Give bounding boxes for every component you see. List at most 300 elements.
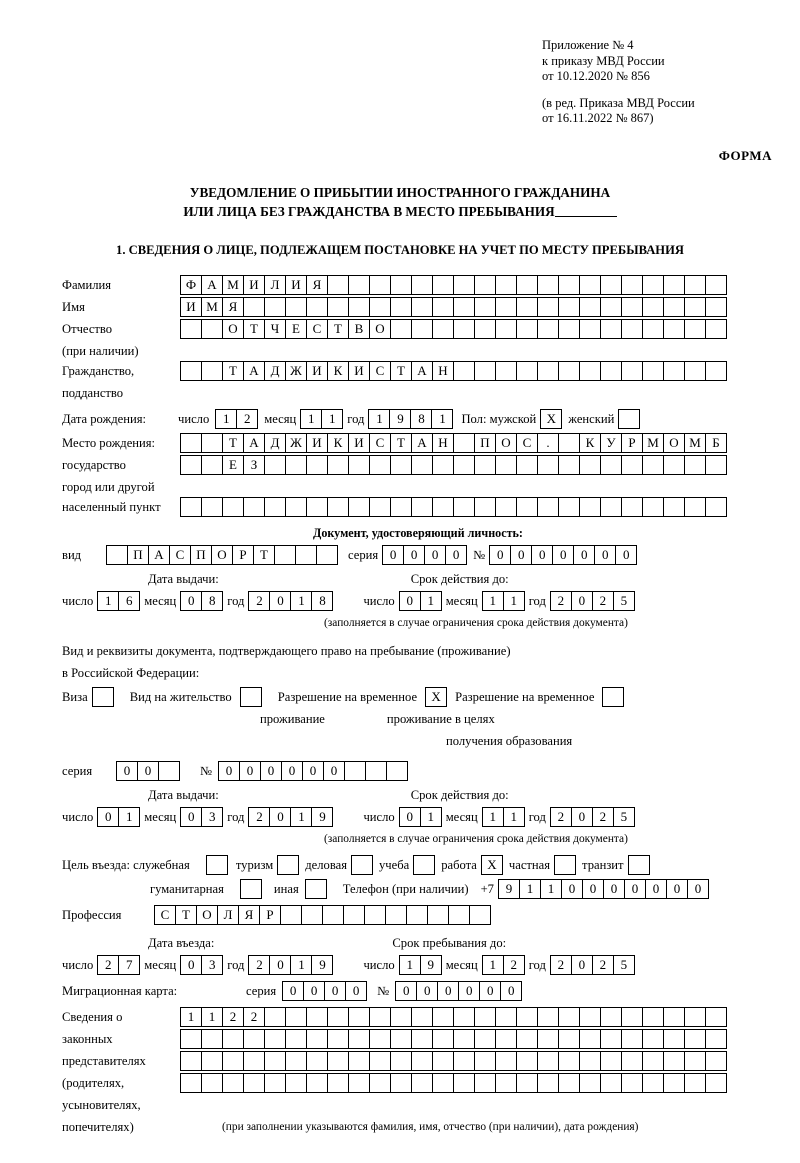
- form-cell[interactable]: [642, 361, 664, 381]
- form-cell[interactable]: [516, 1029, 538, 1049]
- form-cell[interactable]: [663, 319, 685, 339]
- form-cell[interactable]: 0: [302, 761, 324, 781]
- form-cell[interactable]: 1: [290, 807, 312, 827]
- form-cell[interactable]: 0: [552, 545, 574, 565]
- form-cell[interactable]: 0: [403, 545, 425, 565]
- legal-rep-row1-cells[interactable]: [180, 1007, 727, 1027]
- form-cell[interactable]: 0: [687, 879, 709, 899]
- form-cell[interactable]: [537, 361, 559, 381]
- form-cell[interactable]: [285, 1073, 307, 1093]
- doc-issue-month-cells[interactable]: [180, 591, 223, 611]
- form-cell[interactable]: [285, 1007, 307, 1027]
- permit-issue-month-cells[interactable]: [180, 807, 223, 827]
- form-cell[interactable]: [537, 1007, 559, 1027]
- form-cell[interactable]: М: [222, 275, 244, 295]
- form-cell[interactable]: 2: [592, 807, 614, 827]
- form-cell[interactable]: П: [474, 433, 496, 453]
- form-cell[interactable]: 0: [624, 879, 646, 899]
- form-cell[interactable]: Ч: [264, 319, 286, 339]
- form-cell[interactable]: 2: [550, 955, 572, 975]
- form-cell[interactable]: [621, 1051, 643, 1071]
- purpose-humanitarian-checkbox[interactable]: [240, 879, 262, 899]
- form-cell[interactable]: 9: [389, 409, 411, 429]
- form-cell[interactable]: [705, 1051, 727, 1071]
- form-cell[interactable]: [684, 497, 706, 517]
- form-cell[interactable]: [344, 761, 366, 781]
- form-cell[interactable]: С: [369, 433, 391, 453]
- form-cell[interactable]: [579, 275, 601, 295]
- form-cell[interactable]: [264, 1029, 286, 1049]
- form-cell[interactable]: [285, 1029, 307, 1049]
- form-cell[interactable]: 0: [382, 545, 404, 565]
- form-cell[interactable]: 2: [236, 409, 258, 429]
- citizenship-cells[interactable]: [180, 361, 727, 381]
- form-cell[interactable]: [474, 497, 496, 517]
- form-cell[interactable]: [600, 455, 622, 475]
- form-cell[interactable]: [432, 1007, 454, 1027]
- form-cell[interactable]: 0: [458, 981, 480, 1001]
- surname-cells[interactable]: [180, 275, 727, 295]
- form-cell[interactable]: [558, 1029, 580, 1049]
- patronymic-cells[interactable]: [180, 319, 727, 339]
- form-cell[interactable]: А: [201, 275, 223, 295]
- form-cell[interactable]: [306, 297, 328, 317]
- form-cell[interactable]: [453, 1073, 475, 1093]
- form-cell[interactable]: [180, 319, 202, 339]
- form-cell[interactable]: 0: [571, 955, 593, 975]
- form-cell[interactable]: 1: [503, 807, 525, 827]
- form-cell[interactable]: 0: [582, 879, 604, 899]
- form-cell[interactable]: [432, 455, 454, 475]
- form-cell[interactable]: [663, 297, 685, 317]
- entry-year-cells[interactable]: [248, 955, 333, 975]
- form-cell[interactable]: [411, 1029, 433, 1049]
- form-cell[interactable]: 1: [290, 955, 312, 975]
- form-cell[interactable]: [537, 1051, 559, 1071]
- form-cell[interactable]: [474, 1007, 496, 1027]
- form-cell[interactable]: [600, 319, 622, 339]
- permit-issue-year-cells[interactable]: [248, 807, 333, 827]
- form-cell[interactable]: [516, 497, 538, 517]
- form-cell[interactable]: [180, 455, 202, 475]
- permit-valid-day-cells[interactable]: [399, 807, 442, 827]
- form-cell[interactable]: [495, 297, 517, 317]
- form-cell[interactable]: [306, 1073, 328, 1093]
- form-cell[interactable]: Н: [432, 433, 454, 453]
- form-cell[interactable]: [621, 1073, 643, 1093]
- form-cell[interactable]: [642, 297, 664, 317]
- form-cell[interactable]: Д: [264, 433, 286, 453]
- form-cell[interactable]: [285, 1051, 307, 1071]
- form-cell[interactable]: [432, 1029, 454, 1049]
- form-cell[interactable]: 1: [482, 591, 504, 611]
- form-cell[interactable]: 0: [239, 761, 261, 781]
- stay-month-cells[interactable]: [482, 955, 525, 975]
- form-cell[interactable]: [600, 1007, 622, 1027]
- form-cell[interactable]: П: [190, 545, 212, 565]
- form-cell[interactable]: 0: [603, 879, 625, 899]
- form-cell[interactable]: 0: [500, 981, 522, 1001]
- form-cell[interactable]: 0: [137, 761, 159, 781]
- form-cell[interactable]: [642, 275, 664, 295]
- form-cell[interactable]: [684, 297, 706, 317]
- form-cell[interactable]: [306, 1051, 328, 1071]
- form-cell[interactable]: [348, 1007, 370, 1027]
- form-cell[interactable]: С: [306, 319, 328, 339]
- form-cell[interactable]: 0: [303, 981, 325, 1001]
- form-cell[interactable]: 0: [510, 545, 532, 565]
- form-cell[interactable]: [684, 455, 706, 475]
- form-cell[interactable]: [348, 1073, 370, 1093]
- form-cell[interactable]: [705, 1073, 727, 1093]
- form-cell[interactable]: 0: [424, 545, 446, 565]
- form-cell[interactable]: [348, 1029, 370, 1049]
- form-cell[interactable]: Я: [306, 275, 328, 295]
- form-cell[interactable]: [158, 761, 180, 781]
- form-cell[interactable]: [579, 1007, 601, 1027]
- form-cell[interactable]: [264, 455, 286, 475]
- form-cell[interactable]: [201, 1051, 223, 1071]
- form-cell[interactable]: [663, 275, 685, 295]
- form-cell[interactable]: [411, 319, 433, 339]
- form-cell[interactable]: А: [243, 433, 265, 453]
- doc-issue-year-cells[interactable]: [248, 591, 333, 611]
- form-cell[interactable]: К: [327, 433, 349, 453]
- form-cell[interactable]: [390, 297, 412, 317]
- entry-day-cells[interactable]: [97, 955, 140, 975]
- form-cell[interactable]: [295, 545, 317, 565]
- form-cell[interactable]: [663, 1007, 685, 1027]
- form-cell[interactable]: [495, 275, 517, 295]
- form-cell[interactable]: 9: [311, 955, 333, 975]
- form-cell[interactable]: [663, 1029, 685, 1049]
- form-cell[interactable]: 1: [300, 409, 322, 429]
- birth-day-cells[interactable]: [215, 409, 258, 429]
- form-cell[interactable]: [301, 905, 323, 925]
- form-cell[interactable]: [201, 1073, 223, 1093]
- form-cell[interactable]: [621, 275, 643, 295]
- form-cell[interactable]: [684, 1029, 706, 1049]
- form-cell[interactable]: 2: [248, 807, 270, 827]
- form-cell[interactable]: [222, 1029, 244, 1049]
- form-cell[interactable]: 1: [519, 879, 541, 899]
- form-cell[interactable]: [390, 1051, 412, 1071]
- form-cell[interactable]: 1: [399, 955, 421, 975]
- form-cell[interactable]: [621, 1007, 643, 1027]
- form-cell[interactable]: И: [348, 433, 370, 453]
- form-cell[interactable]: [642, 319, 664, 339]
- form-cell[interactable]: Л: [264, 275, 286, 295]
- form-cell[interactable]: [579, 1073, 601, 1093]
- form-cell[interactable]: [327, 1051, 349, 1071]
- form-cell[interactable]: А: [148, 545, 170, 565]
- form-cell[interactable]: [306, 455, 328, 475]
- form-cell[interactable]: [201, 1029, 223, 1049]
- form-cell[interactable]: 2: [243, 1007, 265, 1027]
- form-cell[interactable]: [495, 1029, 517, 1049]
- form-cell[interactable]: 0: [180, 955, 202, 975]
- form-cell[interactable]: Т: [222, 433, 244, 453]
- form-cell[interactable]: 0: [281, 761, 303, 781]
- form-cell[interactable]: С: [169, 545, 191, 565]
- form-cell[interactable]: [516, 319, 538, 339]
- form-cell[interactable]: 0: [97, 807, 119, 827]
- form-cell[interactable]: [684, 275, 706, 295]
- form-cell[interactable]: [600, 297, 622, 317]
- form-cell[interactable]: [411, 455, 433, 475]
- edu-permit-checkbox[interactable]: [602, 687, 624, 707]
- form-cell[interactable]: 2: [592, 955, 614, 975]
- form-cell[interactable]: 0: [399, 591, 421, 611]
- form-cell[interactable]: П: [127, 545, 149, 565]
- form-cell[interactable]: О: [495, 433, 517, 453]
- form-cell[interactable]: 9: [311, 807, 333, 827]
- form-cell[interactable]: [432, 275, 454, 295]
- form-cell[interactable]: [390, 497, 412, 517]
- form-cell[interactable]: Я: [222, 297, 244, 317]
- permit-valid-year-cells[interactable]: [550, 807, 635, 827]
- form-cell[interactable]: [621, 297, 643, 317]
- form-cell[interactable]: [432, 497, 454, 517]
- form-cell[interactable]: [369, 275, 391, 295]
- permit-valid-month-cells[interactable]: [482, 807, 525, 827]
- form-cell[interactable]: [474, 1073, 496, 1093]
- form-cell[interactable]: [705, 1029, 727, 1049]
- form-cell[interactable]: [642, 1051, 664, 1071]
- form-cell[interactable]: [705, 497, 727, 517]
- form-cell[interactable]: С: [516, 433, 538, 453]
- form-cell[interactable]: [453, 1029, 475, 1049]
- form-cell[interactable]: [285, 455, 307, 475]
- form-cell[interactable]: [579, 297, 601, 317]
- form-cell[interactable]: [201, 433, 223, 453]
- form-cell[interactable]: [222, 497, 244, 517]
- form-cell[interactable]: [469, 905, 491, 925]
- form-cell[interactable]: [516, 361, 538, 381]
- form-cell[interactable]: М: [642, 433, 664, 453]
- form-cell[interactable]: [558, 319, 580, 339]
- form-cell[interactable]: [642, 497, 664, 517]
- form-cell[interactable]: .: [537, 433, 559, 453]
- form-cell[interactable]: [432, 297, 454, 317]
- form-cell[interactable]: [495, 1007, 517, 1027]
- form-cell[interactable]: [390, 275, 412, 295]
- form-cell[interactable]: [411, 1051, 433, 1071]
- form-cell[interactable]: [684, 319, 706, 339]
- form-cell[interactable]: С: [154, 905, 176, 925]
- form-cell[interactable]: [306, 497, 328, 517]
- form-cell[interactable]: Р: [621, 433, 643, 453]
- form-cell[interactable]: [558, 433, 580, 453]
- form-cell[interactable]: [106, 545, 128, 565]
- form-cell[interactable]: 0: [260, 761, 282, 781]
- form-cell[interactable]: [558, 497, 580, 517]
- permit-issue-day-cells[interactable]: [97, 807, 140, 827]
- form-cell[interactable]: К: [327, 361, 349, 381]
- form-cell[interactable]: [327, 297, 349, 317]
- form-cell[interactable]: [306, 1007, 328, 1027]
- form-cell[interactable]: [432, 1073, 454, 1093]
- form-cell[interactable]: [474, 1051, 496, 1071]
- form-cell[interactable]: 0: [666, 879, 688, 899]
- form-cell[interactable]: О: [222, 319, 244, 339]
- form-cell[interactable]: [474, 319, 496, 339]
- form-cell[interactable]: [222, 1051, 244, 1071]
- form-cell[interactable]: 6: [118, 591, 140, 611]
- form-cell[interactable]: Е: [285, 319, 307, 339]
- form-cell[interactable]: [684, 1007, 706, 1027]
- form-cell[interactable]: [537, 1029, 559, 1049]
- purpose-tourism-checkbox[interactable]: [277, 855, 299, 875]
- form-cell[interactable]: [453, 433, 475, 453]
- form-cell[interactable]: И: [180, 297, 202, 317]
- form-cell[interactable]: 1: [201, 1007, 223, 1027]
- form-cell[interactable]: 0: [399, 807, 421, 827]
- form-cell[interactable]: [386, 761, 408, 781]
- form-cell[interactable]: О: [196, 905, 218, 925]
- form-cell[interactable]: [558, 297, 580, 317]
- form-cell[interactable]: [411, 275, 433, 295]
- form-cell[interactable]: Б: [705, 433, 727, 453]
- form-cell[interactable]: [621, 455, 643, 475]
- form-cell[interactable]: Т: [222, 361, 244, 381]
- form-cell[interactable]: [453, 319, 475, 339]
- form-cell[interactable]: [348, 1051, 370, 1071]
- form-cell[interactable]: 0: [324, 981, 346, 1001]
- form-cell[interactable]: 2: [550, 807, 572, 827]
- form-cell[interactable]: И: [285, 275, 307, 295]
- form-cell[interactable]: 0: [571, 591, 593, 611]
- form-cell[interactable]: [474, 275, 496, 295]
- form-cell[interactable]: [306, 1029, 328, 1049]
- form-cell[interactable]: [516, 1007, 538, 1027]
- form-cell[interactable]: С: [369, 361, 391, 381]
- residence-checkbox[interactable]: [240, 687, 262, 707]
- form-cell[interactable]: [516, 1073, 538, 1093]
- form-cell[interactable]: [453, 275, 475, 295]
- form-cell[interactable]: [201, 319, 223, 339]
- form-cell[interactable]: [432, 1051, 454, 1071]
- form-cell[interactable]: [495, 1051, 517, 1071]
- form-cell[interactable]: А: [243, 361, 265, 381]
- birth-place-row2-cells[interactable]: [180, 455, 727, 475]
- form-cell[interactable]: 0: [323, 761, 345, 781]
- form-cell[interactable]: [327, 497, 349, 517]
- form-cell[interactable]: Ж: [285, 361, 307, 381]
- form-cell[interactable]: [705, 275, 727, 295]
- form-cell[interactable]: [180, 1051, 202, 1071]
- form-cell[interactable]: 0: [345, 981, 367, 1001]
- doc-number-cells[interactable]: [489, 545, 637, 565]
- form-cell[interactable]: Л: [217, 905, 239, 925]
- form-cell[interactable]: 0: [615, 545, 637, 565]
- form-cell[interactable]: 8: [311, 591, 333, 611]
- sex-female-checkbox[interactable]: [618, 409, 640, 429]
- migration-series-cells[interactable]: [282, 981, 367, 1001]
- form-cell[interactable]: [705, 1007, 727, 1027]
- legal-rep-row3-cells[interactable]: [180, 1051, 727, 1071]
- form-cell[interactable]: Е: [222, 455, 244, 475]
- form-cell[interactable]: [537, 275, 559, 295]
- phone-cells[interactable]: [498, 879, 709, 899]
- form-cell[interactable]: [495, 455, 517, 475]
- form-cell[interactable]: [369, 455, 391, 475]
- form-cell[interactable]: [327, 455, 349, 475]
- form-cell[interactable]: [474, 1029, 496, 1049]
- name-cells[interactable]: [180, 297, 727, 317]
- form-cell[interactable]: [327, 1073, 349, 1093]
- form-cell[interactable]: [558, 275, 580, 295]
- form-cell[interactable]: [558, 1051, 580, 1071]
- form-cell[interactable]: 1: [431, 409, 453, 429]
- form-cell[interactable]: 2: [503, 955, 525, 975]
- form-cell[interactable]: [390, 319, 412, 339]
- form-cell[interactable]: [537, 319, 559, 339]
- form-cell[interactable]: [453, 497, 475, 517]
- form-cell[interactable]: [264, 497, 286, 517]
- form-cell[interactable]: [474, 361, 496, 381]
- form-cell[interactable]: 0: [269, 807, 291, 827]
- form-cell[interactable]: [684, 1073, 706, 1093]
- form-cell[interactable]: И: [243, 275, 265, 295]
- form-cell[interactable]: И: [306, 433, 328, 453]
- form-cell[interactable]: 1: [368, 409, 390, 429]
- form-cell[interactable]: [348, 297, 370, 317]
- form-cell[interactable]: 2: [97, 955, 119, 975]
- form-cell[interactable]: Д: [264, 361, 286, 381]
- form-cell[interactable]: Р: [259, 905, 281, 925]
- form-cell[interactable]: [453, 361, 475, 381]
- form-cell[interactable]: [579, 361, 601, 381]
- doc-issue-day-cells[interactable]: [97, 591, 140, 611]
- form-cell[interactable]: 0: [218, 761, 240, 781]
- form-cell[interactable]: [558, 455, 580, 475]
- form-cell[interactable]: [222, 1073, 244, 1093]
- form-cell[interactable]: [180, 497, 202, 517]
- form-cell[interactable]: [600, 1029, 622, 1049]
- form-cell[interactable]: [579, 1051, 601, 1071]
- form-cell[interactable]: [600, 1051, 622, 1071]
- form-cell[interactable]: И: [306, 361, 328, 381]
- form-cell[interactable]: [201, 497, 223, 517]
- form-cell[interactable]: О: [663, 433, 685, 453]
- form-cell[interactable]: [201, 361, 223, 381]
- form-cell[interactable]: [411, 1073, 433, 1093]
- form-cell[interactable]: [642, 1029, 664, 1049]
- form-cell[interactable]: [180, 1029, 202, 1049]
- form-cell[interactable]: [285, 297, 307, 317]
- stay-year-cells[interactable]: [550, 955, 635, 975]
- form-cell[interactable]: [243, 1073, 265, 1093]
- form-cell[interactable]: [243, 297, 265, 317]
- purpose-work-checkbox[interactable]: Х: [481, 855, 503, 875]
- form-cell[interactable]: 8: [410, 409, 432, 429]
- form-cell[interactable]: [684, 1051, 706, 1071]
- form-cell[interactable]: Р: [232, 545, 254, 565]
- form-cell[interactable]: [369, 1051, 391, 1071]
- form-cell[interactable]: 2: [222, 1007, 244, 1027]
- form-cell[interactable]: [327, 275, 349, 295]
- form-cell[interactable]: [327, 1029, 349, 1049]
- form-cell[interactable]: [537, 1073, 559, 1093]
- form-cell[interactable]: 1: [321, 409, 343, 429]
- form-cell[interactable]: [705, 455, 727, 475]
- form-cell[interactable]: [621, 1029, 643, 1049]
- form-cell[interactable]: [705, 361, 727, 381]
- form-cell[interactable]: [684, 361, 706, 381]
- form-cell[interactable]: [516, 455, 538, 475]
- form-cell[interactable]: Т: [175, 905, 197, 925]
